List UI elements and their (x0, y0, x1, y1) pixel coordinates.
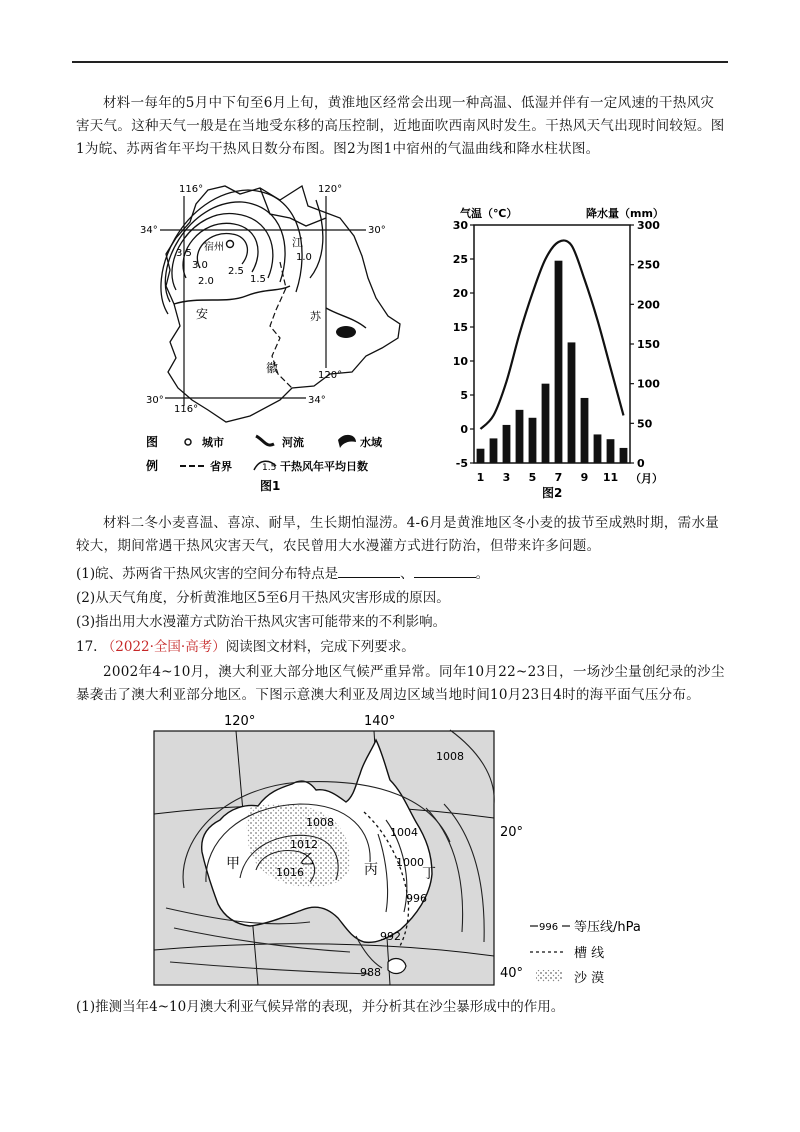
fig2-precip-bar (555, 261, 563, 463)
question-2: (2)从天气角度，分析黄淮地区5至6月干热风灾害形成的原因。 (76, 590, 450, 606)
fig3-region-label: 丙 (364, 862, 378, 878)
fig1-isoline-label: 3.5 (176, 248, 192, 259)
question-1-separator: 、 (400, 566, 414, 582)
figure-2-climate-chart (450, 205, 675, 500)
legend-isoline-value: 1.5 (262, 463, 277, 473)
question-17-header (76, 636, 415, 658)
legend-label: 水域 (360, 436, 382, 449)
fig2-x-axis (477, 471, 618, 484)
fig1-lon-label: 116° (174, 404, 199, 415)
fig3-region-label: 丁 (422, 866, 436, 882)
legend-river-icon (256, 436, 274, 445)
fig2-precip-bar (516, 410, 524, 463)
fig2-month-unit: （月） (630, 472, 663, 485)
fig1-legend (146, 435, 383, 493)
fig2-left-tick-label: 30 (452, 219, 468, 232)
fig2-right-tick-label: 250 (637, 258, 660, 272)
fig3-lon-label: 140° (364, 714, 396, 729)
fig2-precip-bar (542, 384, 550, 463)
fig1-isoline-label: 1.0 (296, 252, 312, 263)
fig2-month-tick-label: 5 (528, 471, 537, 484)
fig2-left-tick-label: 15 (452, 321, 468, 334)
header-rule (72, 61, 728, 63)
fig1-lon-label: 120° (318, 184, 343, 195)
fig2-left-axis-title: 气温（℃） (460, 207, 518, 220)
question-17-material: 2002年4~10月，澳大利亚大部分地区气候严重异常。同年10月22~23日，一场沙尘量创纪录的沙尘暴袭击了澳大利亚部分地区。下图示意澳大利亚及周边区域当地时间10月23日4时的海平面气压分布。 (76, 664, 725, 703)
legend-label: 等压线/hPa (574, 920, 641, 935)
fig2-month-tick-label: 3 (502, 471, 511, 484)
question-number: 17. (76, 639, 98, 655)
fig1-lat-label: 34° (308, 395, 326, 406)
fig1-caption: 图1 (260, 479, 281, 493)
answer-blank-1[interactable] (338, 563, 400, 578)
fig1-lat-label: 34° (140, 225, 158, 236)
fig2-right-tick-label: 150 (637, 338, 660, 351)
fig2-left-tick-label: 10 (452, 355, 468, 368)
legend-label: 沙 漠 (574, 971, 605, 986)
fig3-isobar-label: 1012 (290, 838, 318, 851)
figure-1-map (130, 178, 450, 500)
fig3-isobar-label: 1004 (390, 826, 418, 839)
fig1-place-label: 安 (196, 307, 209, 321)
fig2-right-tick-label: 50 (637, 417, 653, 431)
fig1-place-label: 宿州 (204, 242, 224, 253)
fig3-isobar-label: 1016 (276, 866, 304, 879)
fig2-left-tick-label: 5 (460, 389, 468, 402)
legend-isobar-value: 996 (539, 922, 559, 933)
fig2-precip-bar (529, 418, 537, 463)
fig2-plot-frame (474, 225, 630, 463)
legend-city-icon (185, 439, 191, 445)
fig3-isobar-label: 1000 (396, 856, 424, 869)
question-1-text: (1)皖、苏两省干热风灾害的空间分布特点是 (76, 566, 339, 582)
fig2-right-axis-title: 降水量（mm） (586, 207, 664, 220)
legend-label: 城市 (202, 436, 224, 449)
fig2-right-axis (630, 219, 660, 470)
fig3-legend (530, 919, 641, 986)
fig3-isobar-label: 992 (380, 930, 401, 943)
fig1-place-label: 苏 (310, 310, 321, 323)
question-lead: 阅读图文材料，完成下列要求。 (225, 639, 415, 655)
fig3-isobar-label: 1008 (436, 750, 464, 763)
fig2-caption: 图2 (542, 486, 563, 500)
fig2-precip-bar (620, 448, 628, 463)
fig2-month-tick-label: 9 (580, 471, 589, 484)
fig2-precip-bar (477, 449, 485, 463)
fig2-month-tick-label: 1 (476, 471, 485, 484)
fig1-isoline-label: 1.5 (250, 274, 266, 285)
fig2-precip-bar (594, 434, 602, 463)
legend-label: 河流 (282, 436, 304, 449)
fig1-lat-label: 30° (146, 395, 164, 406)
question-1 (76, 563, 489, 585)
fig3-isobar-label: 1008 (306, 816, 334, 829)
question-source: （2022·全国·高考） (101, 639, 226, 655)
fig2-left-axis (453, 219, 474, 470)
fig3-isobar-label: 996 (406, 892, 427, 905)
question-3: (3)指出用大水漫灌方式防治干热风灾害可能带来的不利影响。 (76, 614, 447, 630)
fig1-lat-label: 30° (368, 225, 386, 236)
legend-water-icon (338, 435, 356, 448)
question-17-1: (1)推测当年4~10月澳大利亚气候异常的表现，并分析其在沙尘暴形成中的作用。 (76, 999, 565, 1015)
fig1-city-marker (227, 241, 234, 248)
answer-blank-2[interactable] (414, 563, 476, 578)
fig2-left-tick-label: -5 (455, 457, 468, 470)
fig1-isoline-label: 2.0 (198, 276, 214, 287)
fig2-temperature-curve (481, 240, 624, 429)
fig3-lon-label: 120° (224, 714, 256, 729)
fig1-lon-label: 120° (318, 370, 343, 381)
fig2-precip-bar (490, 438, 498, 463)
fig1-isoline-label: 2.5 (228, 266, 244, 277)
legend-label: 槽 线 (574, 946, 605, 961)
fig2-right-tick-label: 0 (637, 457, 645, 470)
fig2-left-tick-label: 0 (460, 423, 468, 436)
fig3-isobar-label: 988 (360, 966, 381, 979)
fig2-right-tick-label: 100 (637, 377, 660, 391)
fig2-precip-bar (568, 342, 576, 463)
material-two-text: 材料二冬小麦喜温、喜凉、耐旱，生长期怕湿涝。4-6月是黄淮地区冬小麦的拔节至成熟时期，需水量较大，期间常遇干热风灾害天气，农民曾用大水漫灌方式进行防治，但带来许多问题。 (76, 515, 720, 554)
fig3-region-label: 乙 (300, 852, 314, 868)
fig3-region-label: 甲 (226, 856, 240, 872)
fig2-left-tick-label: 25 (452, 253, 468, 266)
fig2-precip-bar (581, 398, 589, 463)
fig2-precip-bar (607, 439, 615, 463)
fig2-month-tick-label: 11 (602, 471, 619, 484)
legend-label: 省界 (210, 460, 232, 473)
legend-label: 干热风年平均日数 (280, 460, 368, 473)
fig2-precip-bar (503, 425, 511, 463)
fig2-left-tick-label: 20 (452, 287, 468, 300)
legend-desert-icon (536, 970, 562, 982)
material-one-text: 材料一每年的5月中下旬至6月上旬，黄淮地区经常会出现一种高温、低湿并伴有一定风速的干热风灾害天气。这种天气一般是在当地受东移的高压控制，近地面吹西南风时发生。干热风天气出现时间较短。图1为皖、苏两省年平均干热风日数分布图。图2为图1中宿州的气温曲线和降水柱状图。 (76, 95, 725, 157)
fig3-lat-label: 20° (500, 825, 524, 840)
fig1-lake (336, 326, 356, 338)
figure-3-pressure-map (150, 712, 660, 990)
fig1-place-label: 徽 (266, 361, 279, 375)
fig2-right-tick-label: 200 (637, 298, 660, 312)
fig1-legend-title: 例 (146, 459, 159, 473)
fig3-lat-label: 40° (500, 966, 524, 981)
fig1-province-boundary (166, 186, 400, 422)
fig1-isoline-label: 3.0 (192, 260, 208, 271)
tasmania-landmass (388, 959, 406, 974)
fig1-legend-title: 图 (146, 435, 159, 449)
fig2-precip-bars (477, 261, 628, 463)
fig2-month-tick-label: 7 (554, 471, 563, 484)
fig1-place-label: 江 (292, 236, 303, 249)
question-1-end: 。 (475, 566, 490, 582)
fig1-lon-label: 116° (179, 184, 204, 195)
fig2-right-tick-label: 300 (637, 219, 660, 232)
